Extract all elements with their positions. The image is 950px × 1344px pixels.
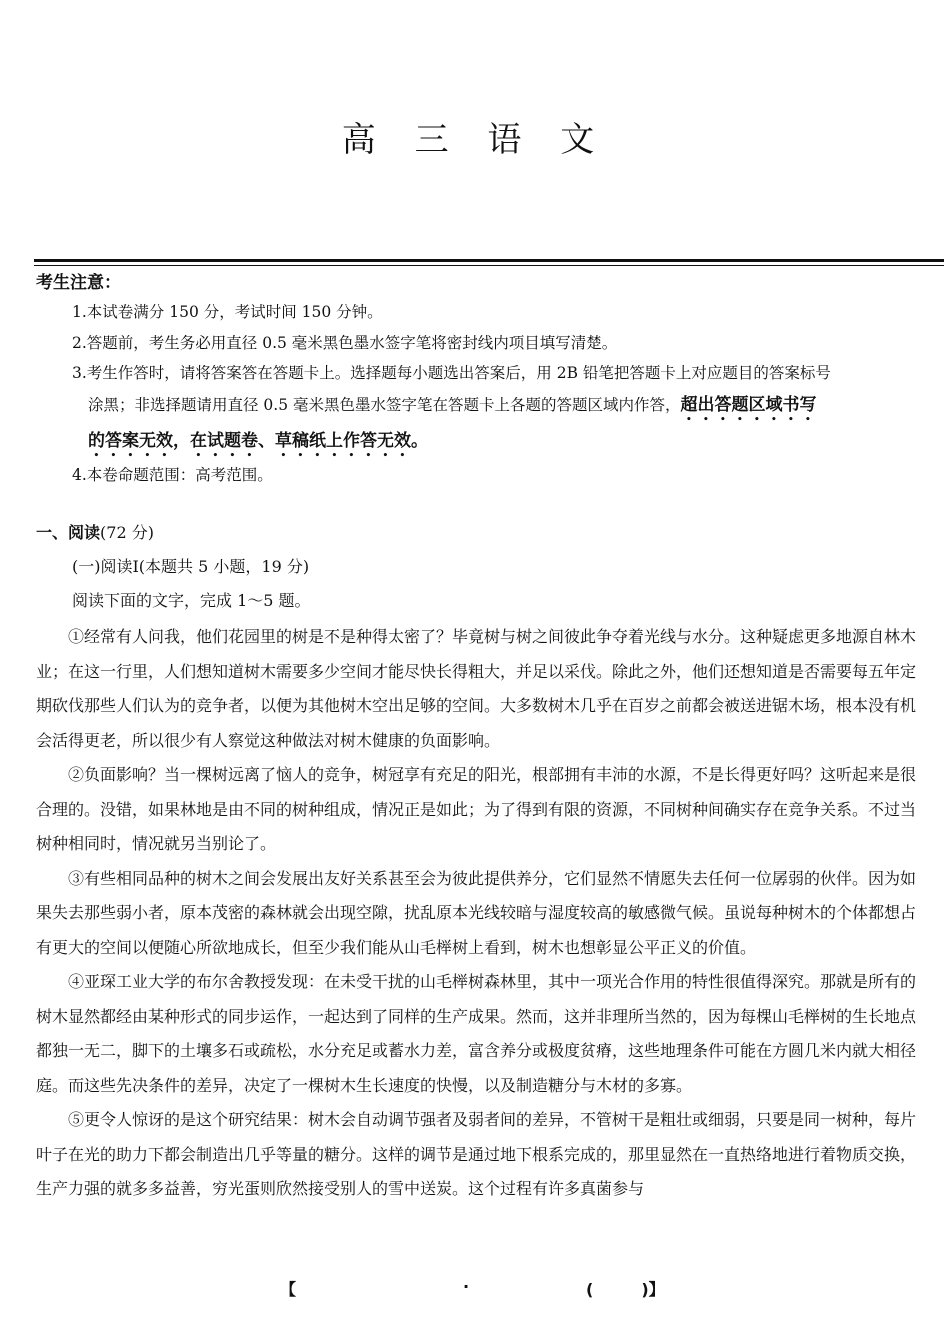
notice-item-3	[72, 357, 920, 461]
passage-paragraph-3: ③有些相同品种的树木之间会发展出友好关系甚至会为彼此提供养分，它们显然不情愿失去任何一位孱弱的伙伴。因为如果失去那些弱小者，原本茂密的森林就会出现空隙，扰乱原本光线较暗与湿度较高的敏感微气候。虽说每种树木的个体都想占有更大的空间以便随心所欲地成长，但至少我们能从山毛榉树上看到，树木也想彰显公平正义的价值。	[36, 868, 917, 957]
notice-heading: 考生注意：	[36, 273, 121, 293]
notice-item-3-line1: 3.考生作答时，请将答案答在答题卡上。选择题每小题选出答案后，用 2B 铅笔把答题卡上对应题目的答案标号	[72, 364, 831, 382]
notice-item-2: 2.答题前，考生务必用直径 0.5 毫米黑色墨水签字笔将密封线内项目填写清楚。	[72, 334, 618, 352]
header-divider-thin	[34, 265, 944, 266]
section-heading	[36, 520, 154, 543]
footer-right-bracket: ( )】	[586, 1280, 665, 1299]
notice-item-3-line2: 涂黑；非选择题请用直径 0.5 毫米黑色墨水签字笔在答题卡上各题的答题区域内作答，	[88, 396, 681, 414]
reading-passage	[36, 620, 916, 1207]
notice-emphasis-2: 的答案无效，在试题卷、草稿纸上作答无效。	[88, 431, 428, 451]
header-divider-thick	[34, 259, 944, 262]
notice-item-4: 4.本卷命题范围：高考范围。	[72, 466, 273, 484]
notice-emphasis-1: 超出答题区域书写	[680, 395, 817, 415]
page-footer	[280, 1277, 680, 1301]
footer-dot: ·	[463, 1277, 470, 1296]
passage-paragraph-1: ①经常有人问我，他们花园里的树是不是种得太密了？毕竟树与树之间彼此争夺着光线与水分。这种疑虑更多地源自林木业；在这一行里，人们想知道树木需要多少空间才能尽快长得粗大，并足以采伐。除此之外，他们还想知道是否需要每五年定期砍伐那些人们认为的竞争者，以便为其他树木空出足够的空间。大多数树木几乎在百岁之前都会被送进锯木场，根本没有机会活得更老，所以很少有人察觉这种做法对树木健康的负面影响。	[36, 627, 917, 750]
section-subheading: (一)阅读Ⅰ(本题共 5 小题，19 分)	[72, 557, 310, 576]
passage-paragraph-2: ②负面影响？当一棵树远离了恼人的竞争，树冠享有充足的阳光，根部拥有丰沛的水源，不是长得更好吗？这听起来是很合理的。没错，如果林地是由不同的树种组成，情况正是如此；为了得到有限的资源，不同树种间确实存在竞争关系。不过当树种相同时，情况就另当别论了。	[36, 765, 917, 853]
page-title: 高 三 语 文	[341, 120, 609, 160]
footer-left-bracket: 【	[280, 1280, 297, 1299]
reading-instruction: 阅读下面的文字，完成 1～5 题。	[72, 591, 311, 610]
passage-paragraph-4: ④亚琛工业大学的布尔舍教授发现：在未受干扰的山毛榉树森林里，其中一项光合作用的特性很值得深究。那就是所有的树木显然都经由某种形式的同步运作，一起达到了同样的生产成果。然而，这并非理所当然的，因为每棵山毛榉树的生长地点都独一无二，脚下的土壤多石或疏松，水分充足或蓄水力差，富含养分或极度贫瘠，这些地理条件可能在方圆几米内就大相径庭。而这些先决条件的差异，决定了一棵树木生长速度的快慢，以及制造糖分与木材的多寡。	[36, 972, 917, 1095]
notice-item-3-continuation	[72, 389, 920, 461]
section-score: (72 分)	[100, 523, 154, 542]
section-title: 一、阅读	[36, 523, 101, 542]
notice-item-1: 1.本试卷满分 150 分，考试时间 150 分钟。	[72, 303, 383, 321]
passage-paragraph-5: ⑤更令人惊讶的是这个研究结果：树木会自动调节强者及弱者间的差异，不管树干是粗壮或细弱，只要是同一树种，每片叶子在光的助力下都会制造出几乎等量的糖分。这样的调节是通过地下根系完成的，那里显然在一直热络地进行着物质交换，生产力强的就多多益善，穷光蛋则欣然接受别人的雪中送炭。这个过程有许多真菌参与	[36, 1110, 917, 1198]
